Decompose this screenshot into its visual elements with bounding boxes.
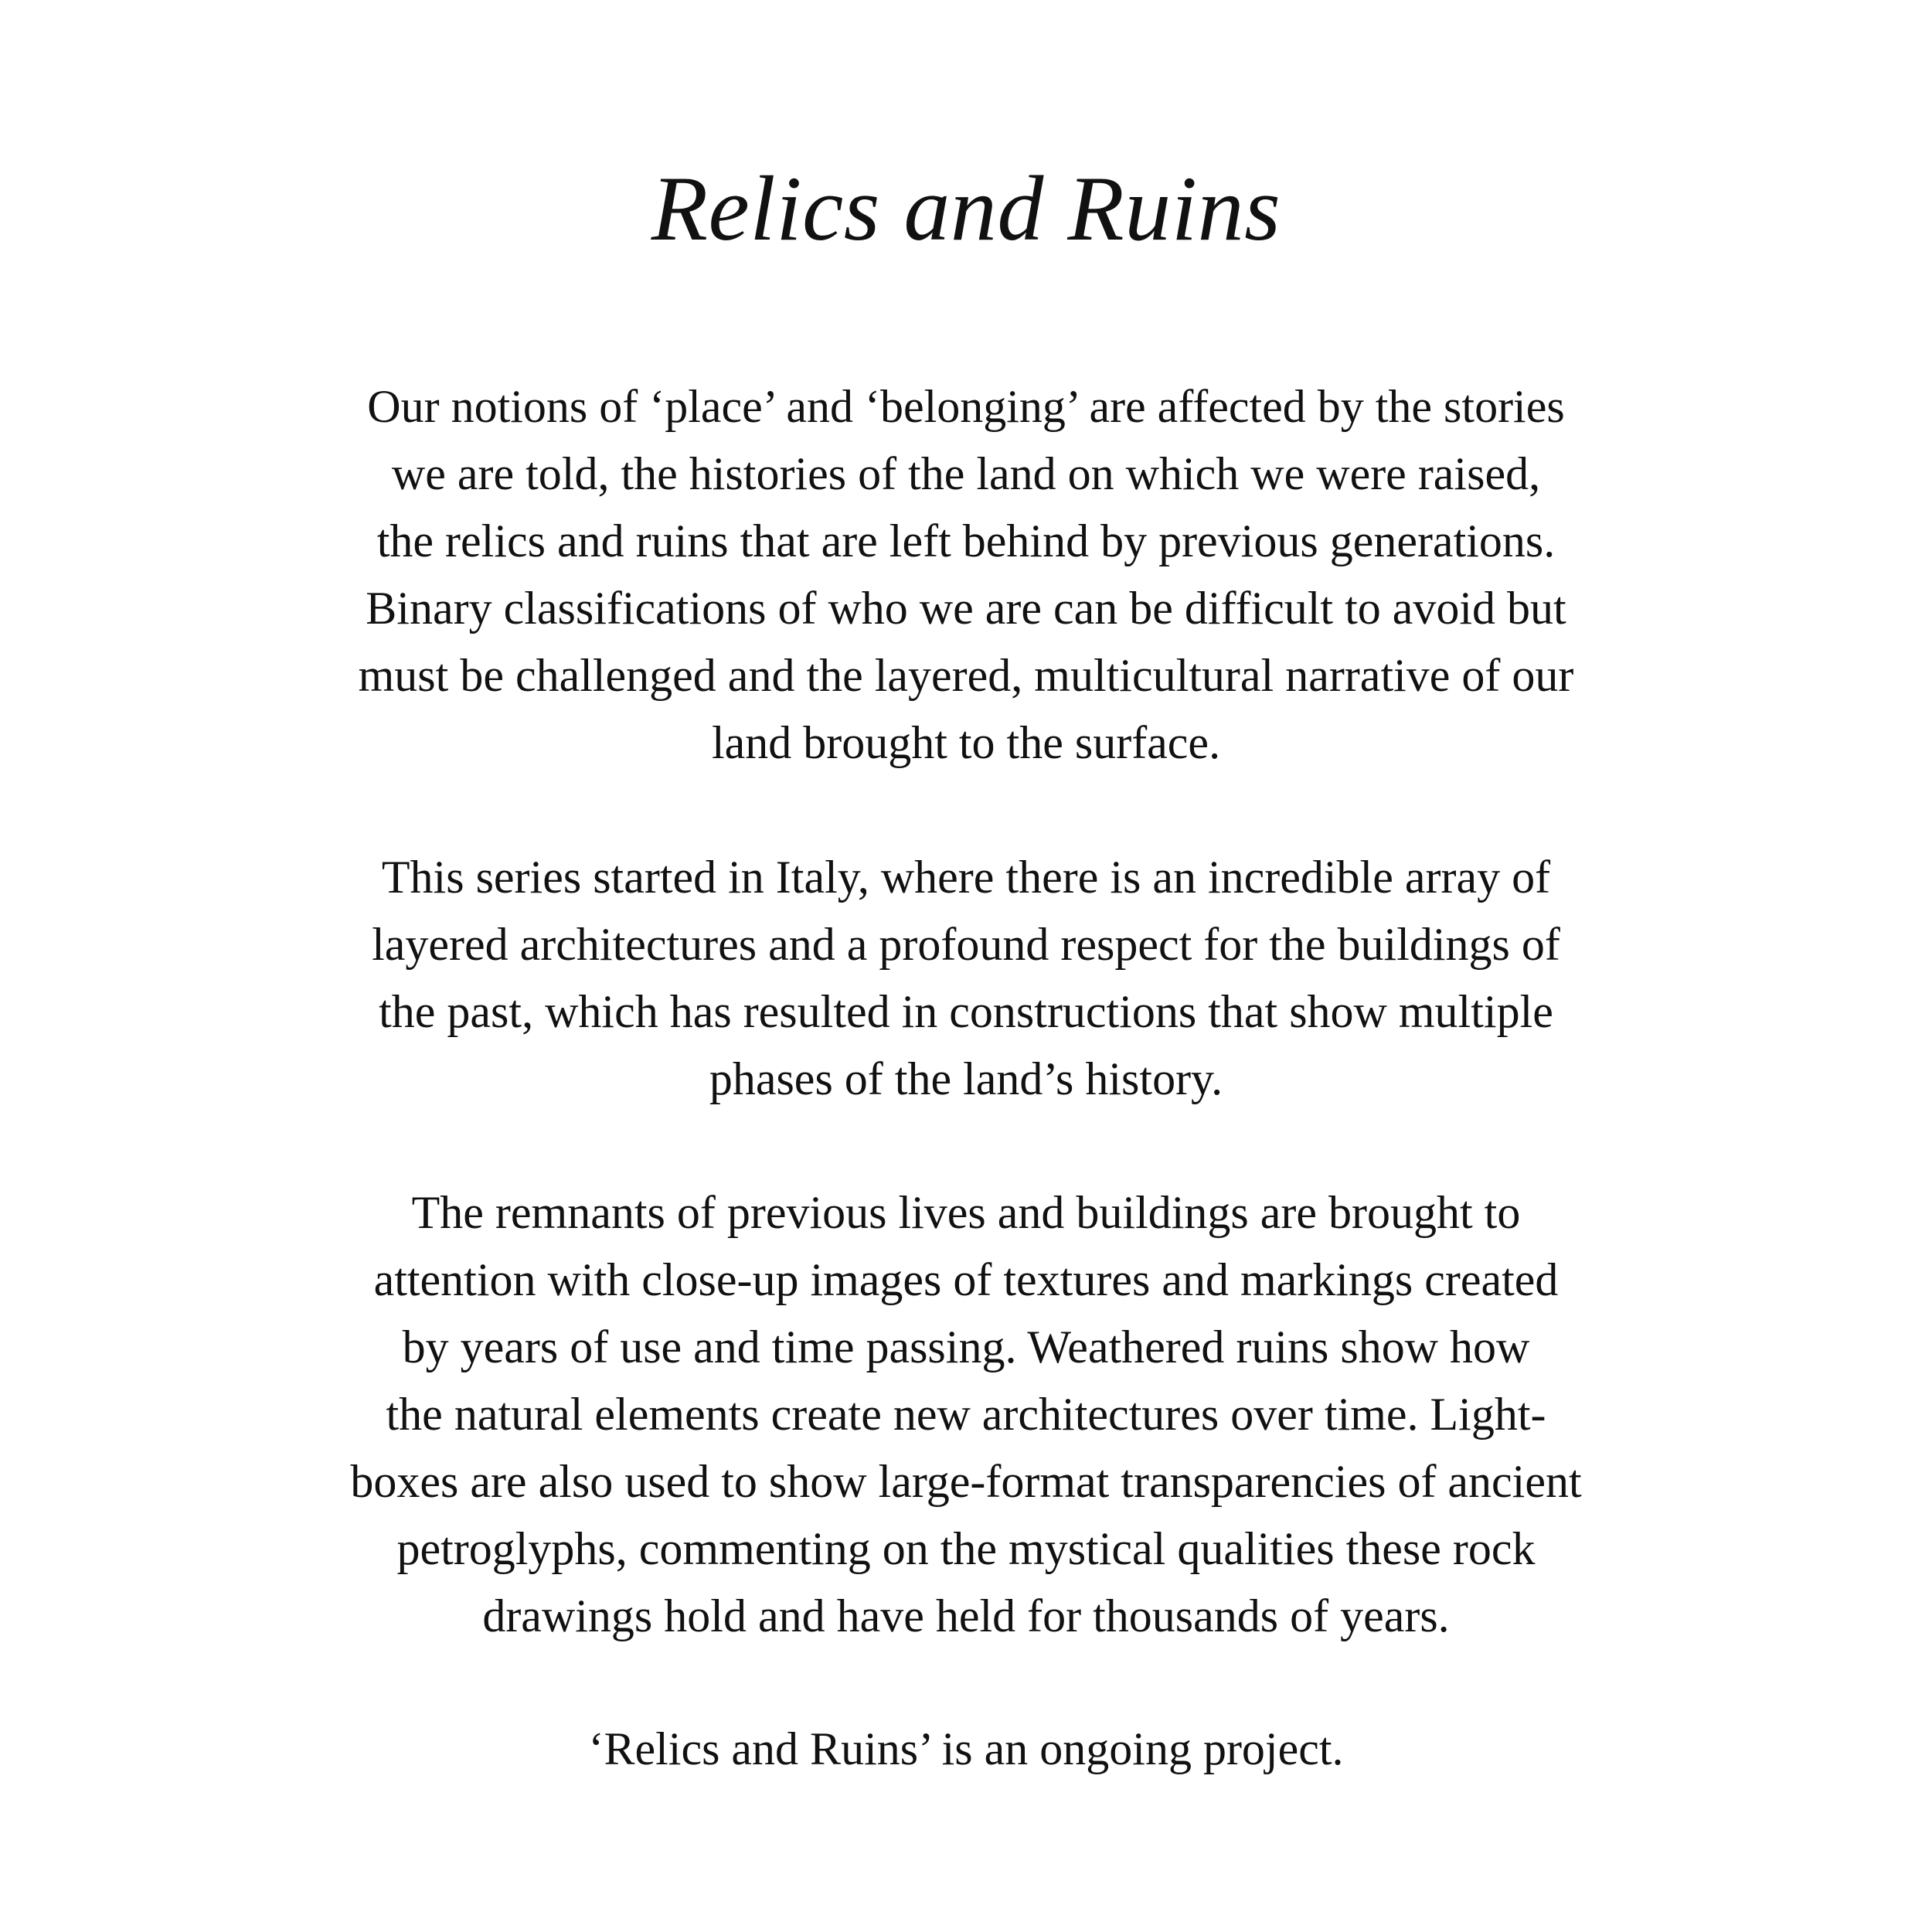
text-line: layered architectures and a profound respect for the buildings of [372, 919, 1560, 970]
text-line: by years of use and time passing. Weathered ruins show how [402, 1321, 1530, 1372]
paragraph-remnants [193, 1179, 1739, 1650]
text-line: drawings hold and have held for thousands of years. [482, 1590, 1450, 1641]
page-title: Relics and Ruins [651, 157, 1281, 260]
paragraph-intro [193, 373, 1739, 777]
text-line: ‘Relics and Ruins’ is an ongoing project. [588, 1723, 1344, 1774]
paragraph-closing [193, 1716, 1739, 1783]
paragraph-italy [193, 844, 1739, 1113]
text-line: petroglyphs, commenting on the mystical qualities these rock [396, 1523, 1536, 1574]
text-line: land brought to the surface. [711, 717, 1221, 768]
text-line: Binary classifications of who we are can be difficult to avoid but [366, 583, 1566, 634]
text-line: the past, which has resulted in constructions that show multiple [379, 986, 1553, 1037]
text-line: phases of the land’s history. [709, 1053, 1223, 1104]
text-line: attention with close-up images of textures and markings created [373, 1254, 1559, 1305]
text-line: The remnants of previous lives and buildings are brought to [411, 1187, 1521, 1238]
text-line: the relics and ruins that are left behind by previous generations. [376, 515, 1556, 566]
text-line: must be challenged and the layered, multicultural narrative of our [358, 650, 1574, 701]
text-line: boxes are also used to show large-format transparencies of ancient [350, 1456, 1582, 1507]
text-line: This series started in Italy, where there is an incredible array of [381, 852, 1551, 903]
text-line: we are told, the histories of the land on which we were raised, [391, 448, 1541, 499]
text-line: the natural elements create new architectures over time. Light- [386, 1389, 1546, 1440]
text-line: Our notions of ‘place’ and ‘belonging’ are affected by the stories [367, 381, 1565, 432]
